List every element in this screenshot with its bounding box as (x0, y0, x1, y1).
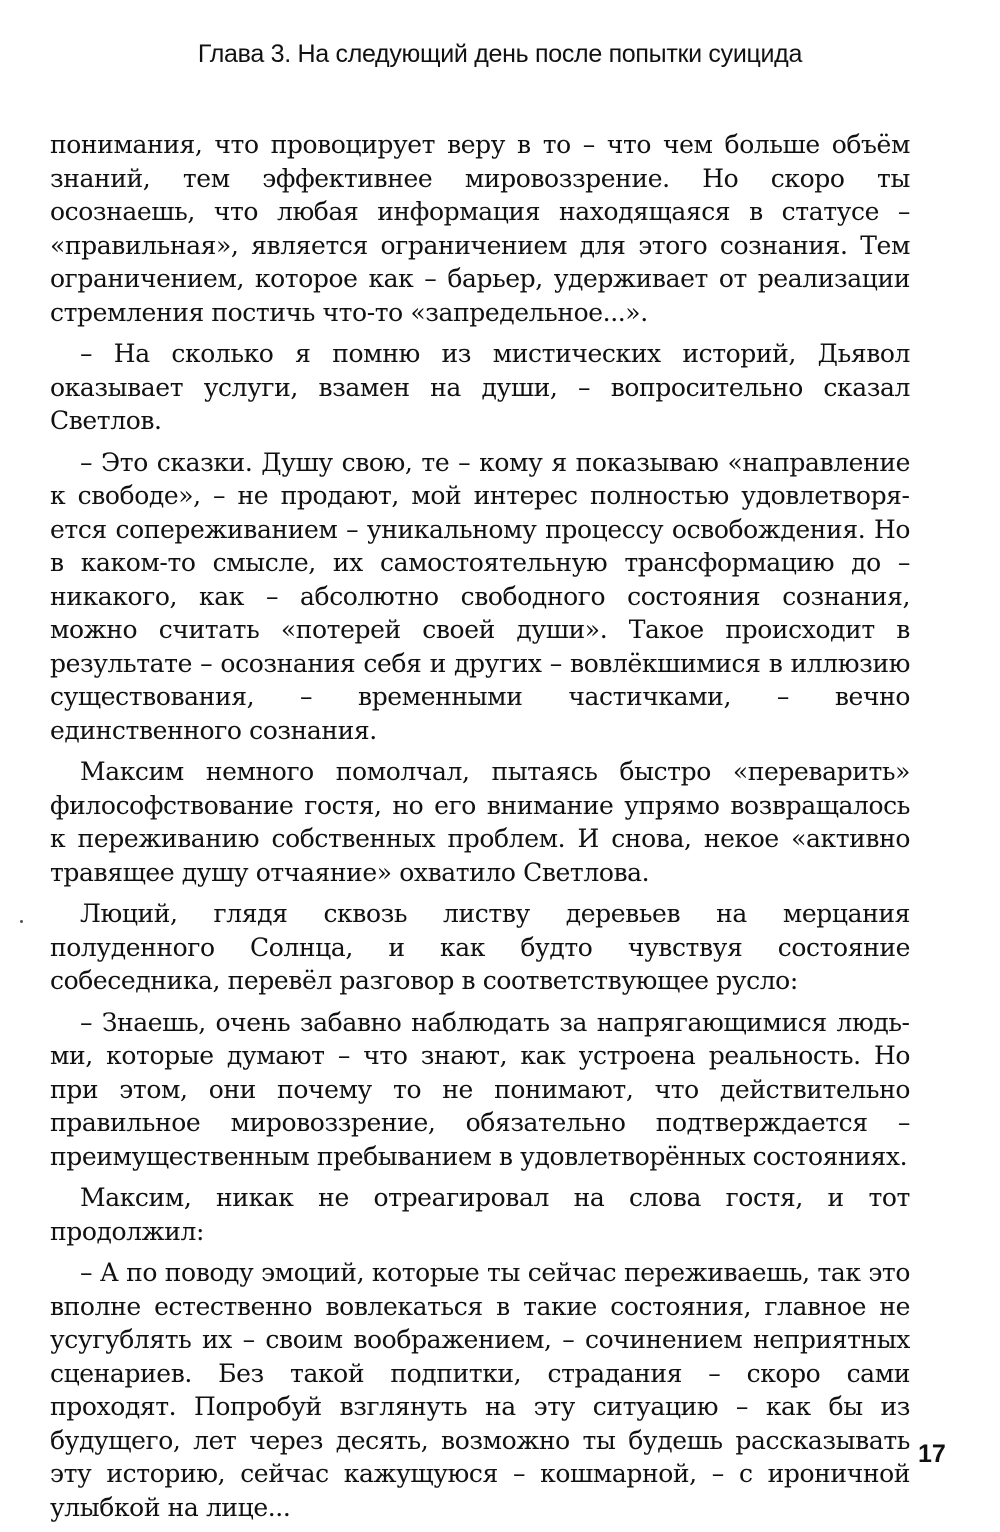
paragraph: – На сколько я помню из мистических историй, Дьявол оказывает услуги, взамен на души, – вопросительно сказал Светлов. (50, 339, 910, 435)
body-text (50, 128, 910, 1532)
paragraph: понимания, что провоцирует веру в то – что чем больше объём знаний, тем эффективнее мировоззрение. Но скоро ты осознаешь, что любая информация находящаяся в статусе – «правильная», является ограничением для этого сознания. Тем ограничением, которое как – барьер, удерживает от реализации стремления постичь что-то «запредельное...». (50, 130, 910, 327)
running-title: Глава 3. На следующий день после попытки суицида (197, 40, 803, 68)
page-number: 17 (918, 1440, 946, 1468)
paragraph: Люций, глядя сквозь листву деревьев на мерцания полуденного Солнца, и как будто чувствуя состояние собеседника, перевёл разговор в соответствующее русло: (50, 899, 910, 995)
paragraph: Максим, никак не отреагировал на слова гостя, и тот продолжил: (50, 1183, 910, 1246)
paragraph: – А по поводу эмоций, которые ты сейчас переживаешь, так это вполне естественно вовлекаться в такие состояния, главное не усугублять их – своим воображением, – сочинением неприятных сценариев. Без такой подпитки, страдания – скоро сами проходят. Попробуй взглянуть на эту ситуацию – как бы из будущего, лет через десять, возможно ты будешь рассказывать эту историю, сейчас кажущуюся – кошмарной, – с ироничной улыбкой на лице... (50, 1258, 910, 1522)
margin-speck (20, 920, 23, 923)
paragraph: – Знаешь, очень забавно наблюдать за напрягающимися людьми, которые думают – что знают, как устроена реальность. Но при этом, они почему то не понимают, что действительно правильное мировоззрение, обязательно подтверждается – преимущественным пребыванием в удовлетворённых состояниях. (50, 1007, 910, 1171)
paragraph: – Это сказки. Душу свою, те – кому я показываю «направление к свободе», – не продают, мой интерес полностью удовлетворяется сопереживанием – уникальному процессу освобождения. Но в каком-то смысле, их самостоятельную трансформацию до – никакого, как – абсолютно свободного состояния сознания, можно считать «потерей своей души». Такое происходит в результате – осознания себя и других – вовлёкшимися в иллюзию существования, – временными частичками, – вечно единственного сознания. (50, 447, 910, 745)
paragraph: Максим немного помолчал, пытаясь быстро «переварить» философствование гостя, но его внимание упрямо возвращалось к переживанию собственных проблем. И снова, некое «активно травящее душу отчаяние» охватило Светлова. (50, 757, 910, 887)
